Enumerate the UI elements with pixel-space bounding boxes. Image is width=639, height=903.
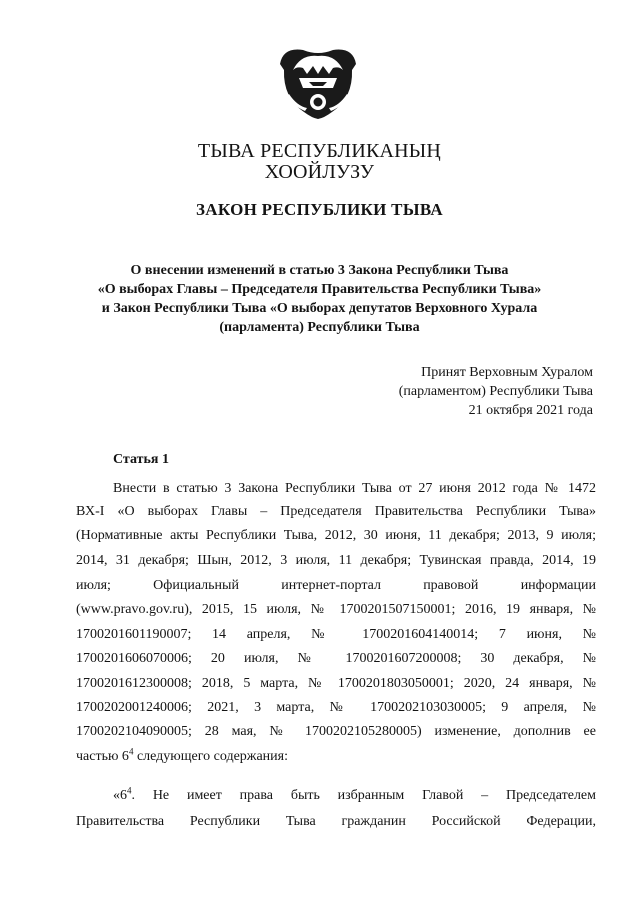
law-subject-line-2: «О выборах Главы – Председателя Правительства Республики Тыва» [97, 282, 542, 297]
header-line-1: ТЫВА РЕСПУБЛИКАНЫҢ [197, 140, 442, 162]
law-subject-line-1: О внесении изменений в статью 3 Закона Республики Тыва [130, 263, 509, 278]
body-line: 1700201601190007; 14 апреля, № 1700201604140014; 7 июня, № [76, 627, 596, 642]
body-line [113, 786, 596, 805]
body-line: (www.pravo.gov.ru), 2015, 15 июля, № 1700201507150001; 2016, 19 января, № [76, 602, 596, 617]
body-line-text: следующего содержания: [133, 749, 288, 764]
coat-of-arms-emblem [277, 44, 359, 120]
body-line: 2014, 31 декабря; Шын, 2012, 3 июля, 11 декабря; Тувинская правда, 2014, 19 [76, 553, 596, 568]
body-line: 1700202104090005; 28 мая, № 1700202105280005) изменение, дополнив ее [76, 724, 596, 739]
adoption-note-line-1: Принят Верховным Хуралом [421, 365, 593, 380]
body-line [76, 747, 596, 766]
superscript: 4 [128, 747, 134, 757]
body-line: 1700201612300008; 2018, 5 марта, № 1700201803050001; 2020, 24 января, № [76, 676, 596, 691]
header-line-2: ХООЙЛУЗУ [264, 161, 375, 183]
body-line-text: частью 6 [76, 749, 129, 764]
body-line-text: «6 [113, 788, 127, 803]
law-subject-line-4: (парламента) Республики Тыва [219, 320, 420, 335]
body-line: Правительства Республики Тыва гражданин Российской Федерации, [76, 814, 596, 829]
article-heading: Статья 1 [113, 452, 169, 467]
body-line: ВХ-I «О выборах Главы – Председателя Правительства Республики Тыва» [76, 504, 596, 519]
law-subject-line-3: и Закон Республики Тыва «О выборах депутатов Верховного Хурала [101, 301, 538, 316]
law-title: ЗАКОН РЕСПУБЛИКИ ТЫВА [196, 200, 443, 219]
body-line: 1700202001240006; 2021, 3 марта, № 1700202103030005; 9 апреля, № [76, 700, 596, 715]
body-line: июля; Официальный интернет-портал правовой информации [76, 578, 596, 593]
superscript: 4 [127, 786, 132, 796]
adoption-note-line-2: (парламентом) Республики Тыва [398, 384, 593, 399]
body-line: Внести в статью 3 Закона Республики Тыва от 27 июня 2012 года № 1472 [113, 481, 596, 496]
body-line: 1700201606070006; 20 июля, № 1700201607200008; 30 декабря, № [76, 651, 596, 666]
body-line: (Нормативные акты Республики Тыва, 2012, 30 июня, 11 декабря; 2013, 9 июля; [76, 528, 596, 543]
body-line-text: . Не имеет права быть избранным Главой – Председателем [131, 788, 596, 803]
adoption-date: 21 октября 2021 года [468, 403, 593, 418]
